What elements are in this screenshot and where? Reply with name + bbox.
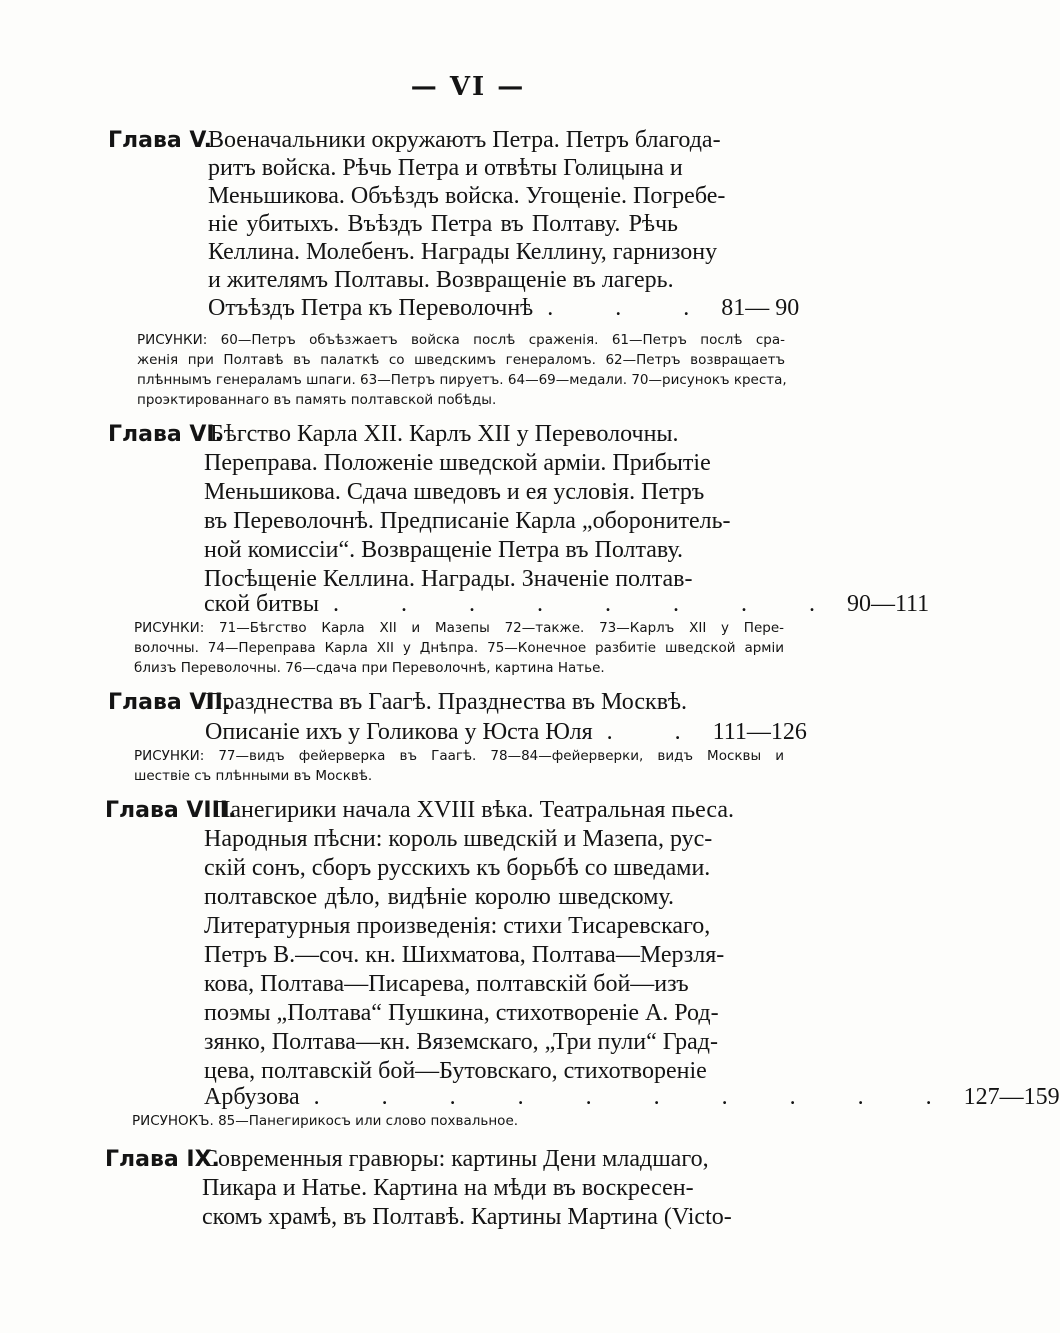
chapter-text-line: скомъ храмѣ, въ Полтавѣ. Картины Мартина (Victo-: [202, 1204, 732, 1230]
chapter-text-line: Меньшикова. Объѣздъ войска. Угощеніе. Погребе-: [208, 183, 726, 209]
chapter-text-line: Бѣгство Карла XII. Карлъ XII у Переволочны.: [210, 421, 679, 447]
dot-leader: . . . . . . . .: [332, 591, 843, 617]
page-range: 90—111: [846, 591, 930, 617]
chapter-text-end: Арбузова: [204, 1084, 300, 1110]
chapter-text-line: Народныя пѣсни: король шведскій и Мазепа, рус-: [204, 826, 713, 852]
chapter-text-line: Переправа. Положеніе шведской арміи. Прибытіе: [204, 450, 711, 476]
dot-leader: . . . . . . . . . .: [313, 1084, 960, 1110]
chapter-text-end: Описаніе ихъ у Голикова у Юста Юля: [205, 719, 593, 745]
chapter-label: Глава VIII.: [105, 798, 237, 823]
figures-line: шествіе съ плѣнными въ Москвѣ.: [134, 768, 373, 784]
chapter-final-line: [204, 1081, 1060, 1113]
chapter-text-line: скій сонъ, сборъ русскихъ къ борьбѣ со шведами.: [204, 855, 711, 881]
figures-line: РИСУНКИ: 77—видъ фейерверка въ Гаагѣ. 78—84—фейерверки, видъ Москвы и: [134, 748, 784, 764]
chapter-text-line: Петръ В.—соч. кн. Шихматова, Полтава—Мерзля-: [204, 942, 725, 968]
dot-leader: . .: [606, 719, 709, 745]
page-number: — VI —: [410, 72, 526, 102]
page-range: 81— 90: [721, 295, 800, 321]
figures-line: проэктированнаго въ память полтавской побѣды.: [137, 392, 497, 408]
chapter-text-line: Празднества въ Гаагѣ. Празднества въ Москвѣ.: [205, 689, 688, 715]
chapter-text-line: ритъ войска. Рѣчь Петра и отвѣты Голицына и: [208, 155, 683, 181]
chapter-text-line: поэмы „Полтава“ Пушкина, стихотвореніе А. Род-: [204, 1000, 719, 1026]
chapter-final-line: [208, 292, 800, 324]
chapter-text-line: Панегирики начала XVIII вѣка. Театральная пьеса.: [213, 797, 735, 823]
chapter-text-line: Посѣщеніе Келлина. Награды. Значеніе полтав-: [204, 566, 693, 592]
chapter-text-line: зянко, Полтава—кн. Вяземскаго, „Три пули“ Град-: [204, 1029, 718, 1055]
chapter-text-line: и жителямъ Полтавы. Возвращеніе въ лагерь.: [208, 267, 674, 293]
chapter-text-line: Литературныя произведенія: стихи Тисаревскаго,: [204, 913, 711, 939]
chapter-text-line: кова, Полтава—Писарева, полтавскій бой—изъ: [204, 971, 689, 997]
chapter-label: Глава V.: [108, 128, 212, 153]
figures-line: РИСУНКИ: 60—Петръ объѣзжаетъ войска послѣ сраженія. 61—Петръ послѣ сра-: [137, 332, 785, 348]
figures-note: [134, 746, 784, 786]
chapter-text-line: Пикара и Натье. Картина на мѣди въ воскресен-: [202, 1175, 694, 1201]
figures-line: волочны. 74—Переправа Карла XII у Днѣпра. 75—Конечное разбитіе шведской арміи: [134, 640, 784, 656]
chapter-label: Глава IX.: [105, 1147, 220, 1172]
chapter-text-line: въ Переволочнѣ. Предписаніе Карла „оборонитель-: [204, 508, 731, 534]
figures-line: плѣннымъ генераламъ шпаги. 63—Петръ пируетъ. 64—69—медали. 70—рисунокъ креста,: [137, 372, 787, 388]
figures-line: женія при Полтавѣ въ палаткѣ со шведскимъ генераломъ. 62—Петръ возвращаетъ: [137, 352, 785, 368]
figures-note: [132, 1111, 782, 1131]
chapter-final-line: [205, 716, 807, 748]
chapter-text-line: полтавское дѣло, видѣніе королю шведскому.: [204, 884, 674, 910]
chapter-text-end: Отъѣздъ Петра къ Переволочнѣ: [208, 295, 534, 321]
figures-line: РИСУНОКЪ. 85—Панегирикосъ или слово похвальное.: [132, 1113, 519, 1129]
chapter-label: Глава VII.: [108, 690, 232, 715]
chapter-text-line: Меньшикова. Сдача шведовъ и ея условія. Петръ: [204, 479, 705, 505]
chapter-text-line: Современныя гравюры: картины Дени младшаго,: [202, 1146, 709, 1172]
chapter-text-line: Военачальники окружаютъ Петра. Петръ благода-: [208, 127, 721, 153]
page-range: 127—159: [963, 1084, 1060, 1110]
figures-note: [137, 330, 785, 410]
page-range: 111—126: [712, 719, 807, 745]
chapter-text-end: ской битвы: [204, 591, 319, 617]
figures-line: близъ Переволочны. 76—сдача при Переволочнѣ, картина Натье.: [134, 660, 605, 676]
chapter-text-line: Келлина. Молебенъ. Награды Келлину, гарнизону: [208, 239, 718, 265]
chapter-text-line: цева, полтавскій бой—Бутовскаго, стихотвореніе: [204, 1058, 707, 1084]
figures-line: РИСУНКИ: 71—Бѣгство Карла XII и Мазепы 72—также. 73—Карлъ XII у Пере-: [134, 620, 784, 636]
chapter-final-line: [204, 588, 930, 620]
figures-note: [134, 618, 784, 678]
chapter-text-line: ной комиссіи“. Возвращеніе Петра въ Полтаву.: [204, 537, 684, 563]
chapter-label: Глава VI.: [108, 422, 223, 447]
chapter-text-line: ніе убитыхъ. Въѣздъ Петра въ Полтаву. Рѣчь: [208, 211, 678, 237]
dot-leader: . . .: [547, 295, 718, 321]
